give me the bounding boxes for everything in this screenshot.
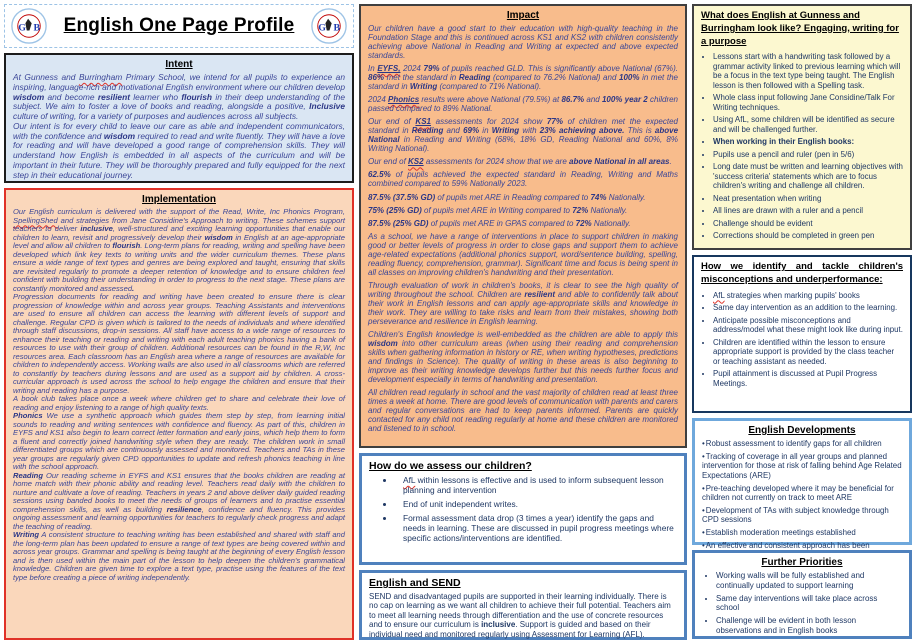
misconceptions-item: • Pupil attainment is discussed at Pupil Progress Meetings.	[713, 369, 903, 388]
implementation-paragraph: Our English curriculum is delivered with the support of the Read, Write, Inc Phonics Program, SpellingShed and strategies from Jane Considine's Approach to writing. These schemes support teachers to deliver inclusive, well-structured and exciting learning opportunities that enable our children to learn, revisit and progressively develop their wisdom in English at an age-appropriate level and allow all children to flourish. Long-term plans for reading, writing and spelling have been developed which link key texts to writing units and the wider curriculum themes. These plans ensure a wide range of text types and genres are being explored and taught, ensuring that skills are revisited regularly to promote a deeper retention of knowledge and to ensure children feel confident with building their understanding in order to progress to the next stage. These plans are constantly monitored and assessed.	[13, 207, 345, 293]
impact-paragraph: All children read regularly in school and the vast majority of children read at least three times a week at home. There are good levels of communication with parents and carers and regular conversations are had to keep parents informed. Parents are quickly contacted for any child not reading regularly at home and these children are monitored and listened to in school.	[368, 388, 678, 434]
intent-title: Intent	[165, 59, 193, 70]
developments-item: • Tracking of coverage in all year groups and planned intervention for those at risk of falling behind Age Related Expectations (ARE)	[702, 452, 902, 481]
look-like-title: What does English at Gunness and Burringham look like? Engaging, writing for a purpose	[701, 10, 899, 47]
look-like-item: • Using AfL, some children will be identified as secure and will be challenged further.	[713, 115, 903, 134]
assessment-item: • Formal assessment data drop (3 times a year) identify the gaps and needs in learning. These are discussed in pupil progress meetings where specific actions/interventions are identified.	[395, 513, 677, 543]
priorities-section	[692, 550, 912, 639]
look-like-item: • All lines are drawn with a ruler and a pencil	[713, 206, 903, 215]
impact-paragraph: As a school, we have a range of interventions in place to support children in making good or better levels of progress in order to close gaps and support them to achieve age-related expectations (additional phonics support, word/sentence building, spelling, reading fluency, comprehension, grammar). Significant time and focus is being spent in all classes on improving children's handwriting and their presentation.	[368, 231, 678, 277]
priorities-list	[702, 571, 902, 636]
right-column	[692, 4, 912, 640]
assessment-item: • End of unit independent writes.	[395, 499, 677, 509]
look-like-item: • Lessons start with a handwriting task followed by a grammar activity linked to previous learning which will be a focus in the text type being taught. The English lesson is then followed with a Spelling task.	[713, 52, 903, 90]
look-like-section	[692, 4, 912, 250]
misconceptions-item: • Children are identified within the lesson to ensure appropriate support is provided by the class teacher or teaching assistant as needed.	[713, 338, 903, 366]
intent-body	[13, 73, 345, 180]
look-like-item: • Whole class input following Jane Considine/Talk For Writing techniques.	[713, 93, 903, 112]
logo-letter-b: B	[333, 22, 341, 34]
impact-paragraph: 75% (25% GD) of pupils met ARE in Writing compared to 72% Nationally.	[368, 205, 628, 215]
implementation-paragraph: Progression documents for reading and writing have been created to ensure there is clear progression of knowledge within and across year groups. Teaching Assistants and interventions are used to ensure all children can access the learning with different levels of support and challenge. Regular CPD is given which is tailored to the needs of individuals and where identified through staff discussions, drop-in sessions. All staff have access to a wide range of resources to enhance their teaching or reading and writing with each adult teaching phonics having a bank of resources to use with their group of children. Additional resources can be found in the R,W, Inc resources area. Each classroom has an English area where a range of resources are available for children to independently access. Working walls are also used in all classrooms which are referred to constantly by teachers during lessons and are used as a support aid by children. A cross-curricular approach is used across the school to help engage the children and ensure that their writing and reading has a purpose.	[13, 292, 345, 395]
impact-paragraph: Children's English knowledge is well-embedded as the children are able to apply this wisdom into other curriculum areas (when using their reading and comprehension skills when gathering information in history or RE, when writing hypotheses, predictions and findings in Science). The quality of writing in these areas is also beginning to improve as their writing knowledge develops further but this needs further focus and development especially in terms of handwriting and presentation.	[368, 329, 678, 385]
impact-body	[368, 24, 678, 433]
middle-column	[359, 4, 687, 640]
logo-letter-b: B	[33, 22, 41, 34]
developments-item: • Pre-teaching developed where it may be beneficial for children not currently on track to meet ARE	[702, 484, 902, 503]
implementation-paragraph: A book club takes place once a week where children get to share and celebrate their love of reading and enjoy listening to a range of high quality texts.	[13, 394, 345, 412]
look-like-item: • Challenge should be evident	[713, 219, 903, 228]
misconceptions-item: • Anticipate possible misconceptions and address/model what these might look like during input.	[713, 316, 903, 335]
intent-paragraph: Our intent is for every child to leave our care as able and independent communicators, with the confidence and wisdom required to read and write fluently. They will have a love for reading and will have developed a good range of comprehension skills. They will understand how English is embedded in all aspects of the curriculum and will be important in their future. They will be thoroughly prepared and fully equipped for the next step in their educational journey.	[13, 120, 345, 180]
left-column	[4, 4, 354, 640]
logo-letter-g: G	[318, 22, 326, 34]
developments-section	[692, 418, 912, 550]
school-crest-icon	[311, 8, 347, 44]
assessment-section	[359, 453, 687, 565]
impact-paragraph: Our end of KS1 assessments for 2024 show 77% of children met the expected standard in Reading and 69% in Writing with 23% achieving above. This is above National in Reading and Writing (68%, 18% GD, Reading National and 60%, 8% Writing National).	[368, 117, 679, 154]
impact-title: Impact	[506, 10, 540, 21]
look-like-item: • Pupils use a pencil and ruler (pen in 5/6)	[713, 150, 903, 159]
implementation-paragraph: Writing A consistent structure to teaching writing has been established and shared with staff and the long-term plan has been updated to ensure a range of text types are being covered within and across year groups. Grammar and spelling is being taught at the beginning of every English lesson and is then used within the main part of the lesson to help deepen the children's grammatical knowledge. Children are given time to explore a text type, practise using the features of the text type before creating a piece of writing independently.	[13, 530, 345, 582]
intent-section	[4, 53, 354, 183]
impact-paragraph: Through evaluation of work in children's books, it is clear to see the high quality of writing throughout the school. Children are resilient and able to confidently talk about their work in English lessons and can apply age-appropriate skills and knowledge in their work. They are willing to take risks and learn from their mistakes, showing both perseverance and resilience in English learning.	[368, 280, 679, 326]
misconceptions-item: • Same day intervention as an addition to the learning.	[713, 303, 903, 312]
implementation-paragraph: Phonics We use a synthetic approach which guides them step by step, from learning initial sounds to reading and writing sentences with confidence and fluency. As part of this, children in EYFS and KS1 also begin to learn correct letter formation and early joins, which help them to form a fluent and correctly joined handwriting style when they are ready. The children work in small differentiated groups which are continuously assessed and monitored. Teachers and TAs in these year groups are regularly given CPD opportunities to update and refresh phonics teaching in line with the school approach.	[13, 411, 345, 471]
priorities-item: • Working walls will be fully established and continually updated to support learning	[716, 571, 902, 591]
look-like-item: • Corrections should be completed in green pen	[713, 231, 903, 240]
developments-item: • Development of TAs with subject knowledge through CPD sessions	[702, 506, 902, 525]
assessment-title: How do we assess our children?	[369, 460, 532, 472]
implementation-paragraph: Reading Our reading scheme in EYFS and KS1 ensures that the books children are reading at home match with their phonic ability and reading level. Teachers read daily with the children to nurture and cultivate a love of reading. Teachers in years 2 and above deliver daily guided reading sessions using banded books to meet the needs of groups of learners and to practise essential comprehension skills, as well as building resilience, confidence and fluency. This provides ongoing assessment and learning opportunities for teachers to regularly check progress and adapt the teaching of reading.	[13, 470, 345, 531]
developments-item: • Robust assessment to identify gaps for all children	[702, 439, 902, 449]
intent-paragraph: At Gunness and Burringham Primary School, we intend for all pupils to experience an inspiring, language-rich and motivational English environment where our children develop wisdom and become resilient learner who flourish in their deep understanding of the subject. We aim to foster a love of books and reading, alongside a positive, Inclusive culture of writing, for a variety of purposes and audiences across all subjects.	[13, 72, 345, 121]
misconceptions-section	[692, 255, 912, 413]
implementation-title: Implementation	[142, 194, 216, 205]
developments-item: • Establish moderation meetings established	[702, 528, 902, 538]
logo-letter-g: G	[18, 22, 26, 34]
impact-paragraph: Our children have a good start to their education with high-quality teaching in the Foundation Stage and this is continued across KS1 and KS2 with children consistently achieving above National in Reading and Writing at expected and above expected standards.	[368, 24, 678, 61]
implementation-body	[13, 208, 345, 582]
misconceptions-list	[701, 291, 903, 388]
assessment-list	[369, 475, 677, 543]
look-like-item: • Long date must be written and learning objectives with 'success criteria' statements which are to focus children's writing and challenge all children.	[713, 162, 903, 190]
look-like-item: • When working in their English books:	[713, 137, 903, 146]
send-title: English and SEND	[369, 577, 461, 589]
look-like-item: • Neat presentation when writing	[713, 194, 903, 203]
impact-paragraph: 87.5% (25% GD) of pupils met ARE in GPAS compared to 72% Nationally.	[368, 218, 631, 228]
implementation-section	[4, 188, 354, 640]
look-like-list	[701, 52, 903, 240]
developments-item: • An effective and consistent approach has been	[702, 541, 902, 560]
send-body: SEND and disadvantaged pupils are supported in their learning individually. There is no cap on learning as we want all children to achieve their full potential. Teachers aim to meet all learning needs through differentiation and the use of concrete resources and to ensure our curriculum is inclusive. Support is guided and based on their individual need and monitored regularly using Assessment for Learning (AFL).	[369, 592, 671, 639]
priorities-item: • Challenge will be evident in both lesson observations and in English books	[716, 616, 902, 636]
impact-section	[359, 4, 687, 448]
impact-paragraph: Our end of KS2 assessments for 2024 show that we are above National in all areas.	[368, 157, 672, 167]
impact-paragraph: 2024 Phonics results were above National (79.5%) at 86.7% and 100% year 2 children passed compared to 89% National.	[368, 95, 679, 114]
impact-paragraph: In EYFS, 2024 79% of pupils reached GLD. This is significantly above National (67%). 86% met the standard in Reading (compared to 76.2% National) and 100% in met the standard in Writing (compared to 71% National).	[368, 64, 678, 92]
priorities-title: Further Priorities	[761, 557, 843, 568]
school-crest-icon	[11, 8, 47, 44]
send-section	[359, 570, 687, 640]
misconceptions-item: • AfL strategies when marking pupils' books	[713, 291, 903, 300]
misconceptions-title: How we identify and tackle children's misconceptions and underperformance:	[701, 261, 903, 285]
developments-list	[702, 439, 902, 560]
title-bar	[4, 4, 354, 48]
developments-title: English Developments	[748, 425, 856, 436]
assessment-item: • AfL within lessons is effective and is used to inform subsequent lesson planning and intervention	[395, 475, 677, 495]
impact-paragraph: 87.5% (37.5% GD) of pupils met ARE in Reading compared to 74% Nationally.	[368, 192, 646, 202]
page-title: English One Page Profile	[63, 15, 295, 36]
priorities-item: • Same day interventions will take place across school	[716, 594, 902, 614]
impact-paragraph: 62.5% of pupils achieved the expected standard in Reading, Writing and Maths combined compared to 59% Nationally 2023.	[368, 170, 678, 189]
